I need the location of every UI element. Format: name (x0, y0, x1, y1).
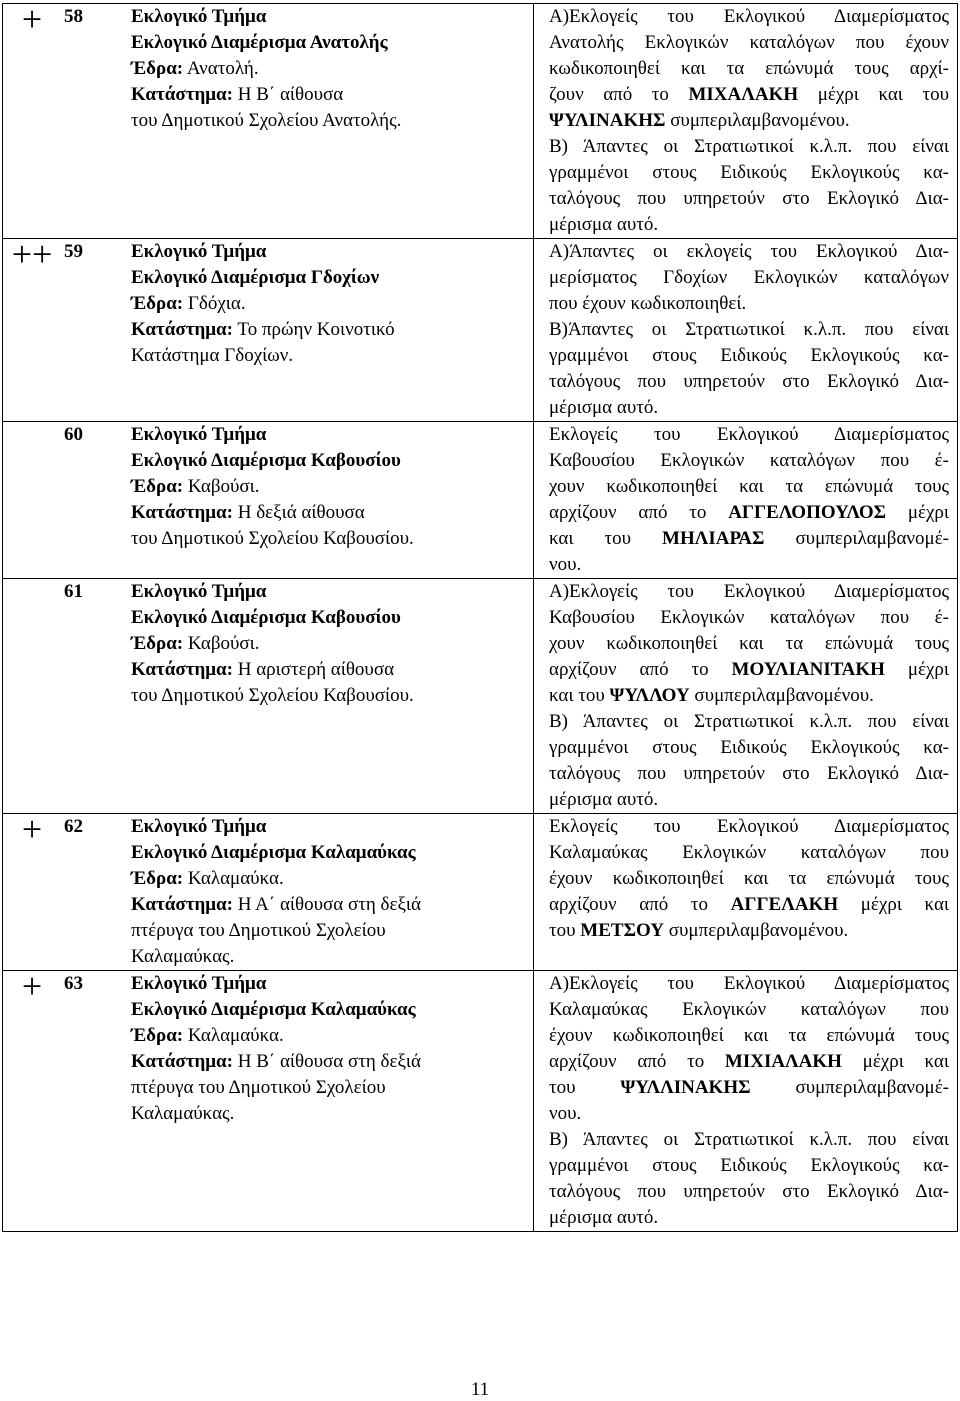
voters-text: συμπεριλαμβανομέ- (795, 1077, 950, 1098)
station-title: Εκλογικό Τμήμα (131, 6, 267, 27)
venue-line: Καλαμαύκας. (131, 1103, 235, 1124)
voters-text: μέχρι και (862, 1051, 949, 1072)
venue-label: Κατάστημα: (131, 894, 233, 915)
voters-text: αρχίζουν από το (549, 502, 707, 523)
voters-line (549, 108, 949, 134)
surname-boundary: ΜΕΤΣΟΥ (580, 920, 665, 941)
change-marker: + (21, 0, 43, 39)
voters-line: Εκλογείς του Εκλογικού Διαμερίσματος (549, 816, 949, 837)
venue-value: Η αριστερή αίθουσα (237, 659, 395, 680)
change-marker: + (21, 809, 43, 849)
seat-line (131, 474, 533, 500)
voters-line: χουν κωδικοποιηθεί και τα επώνυμά τους (549, 476, 949, 497)
voters-text: αρχίζουν από το (549, 659, 709, 680)
table-row (3, 966, 957, 1231)
voters-line: ταλόγους που υπηρετούν στο Εκλογικό Δια- (549, 763, 949, 784)
voters-line: ταλόγους που υπηρετούν στο Εκλογικό Δια- (549, 1181, 949, 1202)
venue-value: Η Β΄ αίθουσα (237, 84, 344, 105)
seat-value: Ανατολή. (186, 58, 259, 79)
venue-label: Κατάστημα: (131, 502, 233, 523)
district-name: Εκλογικό Διαμέρισμα Ανατολής (131, 32, 388, 53)
venue-line: του Δημοτικού Σχολείου Καβουσίου. (131, 528, 414, 549)
voters-line: Α)Εκλογείς του Εκλογικού Διαμερίσματος (549, 6, 949, 27)
voters-text: μέχρι (907, 502, 950, 523)
voters-line (549, 1075, 949, 1101)
voters-line: γραμμένοι στους Ειδικούς Εκλογικούς κα- (549, 1155, 949, 1176)
venue-value: Η δεξιά αίθουσα (237, 502, 365, 523)
station-number: 63 (64, 973, 83, 994)
station-number: 59 (64, 241, 83, 262)
voters-line: γραμμένοι στους Ειδικούς Εκλογικούς κα- (549, 162, 949, 183)
venue-line (131, 82, 533, 108)
seat-value: Καλαμαύκα. (187, 868, 284, 889)
seat-line (131, 56, 533, 82)
voters-line: ταλόγους που υπηρετούν στο Εκλογικό Δια- (549, 371, 949, 392)
voters-line (549, 657, 949, 683)
voters-line: νου. (549, 554, 582, 575)
polling-station-cell (3, 809, 534, 970)
seat-label: Έδρα: (131, 476, 184, 497)
voters-line (549, 526, 949, 552)
voters-line: έχουν κωδικοποιηθεί και τα επώνυμά τους (549, 868, 949, 889)
voters-text: συμπεριλαμβανομέ- (795, 528, 949, 549)
polling-station-cell (3, 0, 534, 238)
voters-line: Καβουσίου Εκλογικών καταλόγων που έ- (549, 607, 949, 628)
voters-text: μέχρι και του (817, 84, 949, 105)
seat-line (131, 291, 533, 317)
voters-line: μέρισμα αυτό. (549, 1207, 659, 1228)
voters-line: νου. (549, 1103, 582, 1124)
table-row (3, 578, 957, 813)
voters-text: αρχίζουν από το (549, 1051, 705, 1072)
venue-label: Κατάστημα: (131, 84, 233, 105)
polling-station-cell (3, 234, 534, 421)
voters-line: γραμμένοι στους Ειδικούς Εκλογικούς κα- (549, 345, 949, 366)
table-row (3, 0, 957, 238)
voters-line: κωδικοποιηθεί και τα επώνυμά τους αρχί- (549, 58, 949, 79)
voters-cell (534, 4, 957, 238)
venue-value: Η Β΄ αίθουσα στη δεξιά (237, 1051, 421, 1072)
surname-boundary: ΨΥΛΙΝΑΚΗΣ (549, 110, 666, 131)
district-name: Εκλογικό Διαμέρισμα Καλαμαύκας (131, 842, 416, 863)
surname-boundary: ΑΓΓΕΛΟΠΟΥΛΟΣ (728, 502, 887, 523)
voters-line: έχουν κωδικοποιηθεί και τα επώνυμά τους (549, 1025, 949, 1046)
voters-line: Καλαμαύκας Εκλογικών καταλόγων που (549, 999, 949, 1020)
seat-label: Έδρα: (131, 293, 184, 314)
station-number: 60 (64, 424, 83, 445)
venue-line: του Δημοτικού Σχολείου Καβουσίου. (131, 685, 414, 706)
station-number: 58 (64, 6, 83, 27)
voters-line: Ανατολής Εκλογικών καταλόγων που έχουν (549, 32, 949, 53)
voters-text: συμπεριλαμβανομένου. (670, 110, 850, 131)
voters-text: μέχρι και (860, 894, 950, 915)
venue-line (131, 1049, 533, 1075)
seat-value: Γδόχια. (187, 293, 246, 314)
venue-label: Κατάστημα: (131, 659, 233, 680)
voters-line: Καβουσίου Εκλογικών καταλόγων που έ- (549, 450, 949, 471)
voters-line: γραμμένοι στους Ειδικούς Εκλογικούς κα- (549, 737, 949, 758)
voters-line (549, 892, 949, 918)
voters-text: ζουν από το (549, 84, 669, 105)
voters-line: μέρισμα αυτό. (549, 789, 659, 810)
seat-line (131, 1023, 533, 1049)
voters-line (549, 1049, 949, 1075)
voters-line: Καλαμαύκας Εκλογικών καταλόγων που (549, 842, 949, 863)
venue-line: Κατάστημα Γδοχίων. (131, 345, 294, 366)
venue-label: Κατάστημα: (131, 319, 233, 340)
voters-line: Α)Εκλογείς του Εκλογικού Διαμερίσματος (549, 581, 949, 602)
station-title: Εκλογικό Τμήμα (131, 424, 267, 445)
voters-text: συμπεριλαμβανομένου. (668, 920, 849, 941)
voters-text: μέχρι (907, 659, 950, 680)
station-title: Εκλογικό Τμήμα (131, 816, 267, 837)
venue-line (131, 500, 533, 526)
venue-value: Το πρώην Κοινοτικό (237, 319, 395, 340)
voters-line (549, 500, 949, 526)
voters-line (549, 683, 949, 709)
voters-text: αρχίζουν από το (549, 894, 709, 915)
district-name: Εκλογικό Διαμέρισμα Καλαμαύκας (131, 999, 416, 1020)
table-row (3, 234, 957, 421)
seat-value: Καλαμαύκα. (187, 1025, 284, 1046)
voters-text: του (549, 920, 576, 941)
station-title: Εκλογικό Τμήμα (131, 581, 267, 602)
voters-cell (534, 422, 957, 578)
table-row (3, 809, 957, 970)
seat-label: Έδρα: (131, 1025, 184, 1046)
voters-line: μερίσματος Γδοχίων Εκλογικών καταλόγων (549, 267, 949, 288)
venue-value: Η Α΄ αίθουσα στη δεξιά (237, 894, 421, 915)
voters-cell (534, 814, 957, 970)
surname-boundary: ΜΗΛΙΑΡΑΣ (662, 528, 765, 549)
voters-cell (534, 971, 957, 1231)
voters-line (549, 82, 949, 108)
polling-station-cell (3, 966, 534, 1231)
seat-label: Έδρα: (131, 868, 184, 889)
voters-cell (534, 239, 957, 421)
venue-line: του Δημοτικού Σχολείου Ανατολής. (131, 110, 402, 131)
voters-text: συμπεριλαμβανομένου. (694, 685, 874, 706)
district-name: Εκλογικό Διαμέρισμα Καβουσίου (131, 607, 401, 628)
station-title: Εκλογικό Τμήμα (131, 973, 267, 994)
venue-line (131, 317, 533, 343)
seat-label: Έδρα: (131, 58, 184, 79)
page-number: 11 (470, 1379, 490, 1400)
seat-label: Έδρα: (131, 633, 184, 654)
voters-line: ταλόγους που υπηρετούν στο Εκλογικό Δια- (549, 188, 949, 209)
seat-value: Καβούσι. (187, 633, 260, 654)
surname-boundary: ΨΥΛΛΟΥ (609, 685, 690, 706)
voters-cell (534, 579, 957, 813)
voters-line: μέρισμα αυτό. (549, 397, 659, 418)
table-row (3, 421, 957, 578)
surname-boundary: ΜΙΧΑΛΑΚΗ (688, 84, 799, 105)
venue-line (131, 657, 533, 683)
change-marker: ++ (11, 234, 53, 274)
voters-line: μέρισμα αυτό. (549, 214, 659, 235)
voters-line: Β) Άπαντες οι Στρατιωτικοί κ.λ.π. που είναι (549, 1129, 949, 1150)
voters-line: Εκλογείς του Εκλογικού Διαμερίσματος (549, 424, 949, 445)
voters-line: Α)Εκλογείς του Εκλογικού Διαμερίσματος (549, 973, 949, 994)
voters-text: και του (549, 528, 632, 549)
station-number: 61 (64, 581, 83, 602)
voters-line: που έχουν κωδικοποιηθεί. (549, 293, 747, 314)
seat-value: Καβούσι. (187, 476, 260, 497)
venue-line: πτέρυγα του Δημοτικού Σχολείου (131, 920, 386, 941)
voters-line (549, 918, 949, 944)
change-marker: + (21, 966, 43, 1006)
surname-boundary: ΜΟΥΛΙΑΝΙΤΑΚΗ (731, 659, 885, 680)
station-number: 62 (64, 816, 83, 837)
venue-label: Κατάστημα: (131, 1051, 233, 1072)
voters-line: Β) Άπαντες οι Στρατιωτικοί κ.λ.π. που είναι (549, 136, 949, 157)
voters-line: χουν κωδικοποιηθεί και τα επώνυμά τους (549, 633, 949, 654)
venue-line: Καλαμαύκας. (131, 946, 235, 967)
voters-text: και του (549, 685, 605, 706)
district-name: Εκλογικό Διαμέρισμα Γδοχίων (131, 267, 380, 288)
polling-stations-table (2, 0, 958, 1232)
seat-line (131, 866, 533, 892)
voters-line: Β)Άπαντες οι Στρατιωτικοί κ.λ.π. που είναι (549, 319, 949, 340)
surname-boundary: ΑΓΓΕΛΑΚΗ (730, 894, 839, 915)
surname-boundary: ΨΥΛΛΙΝΑΚΗΣ (620, 1077, 751, 1098)
venue-line (131, 892, 533, 918)
venue-line: πτέρυγα του Δημοτικού Σχολείου (131, 1077, 386, 1098)
voters-line: Α)Άπαντες οι εκλογείς του Εκλογικού Δια- (549, 241, 949, 262)
polling-station-cell (3, 579, 534, 813)
district-name: Εκλογικό Διαμέρισμα Καβουσίου (131, 450, 401, 471)
surname-boundary: ΜΙΧΙΑΛΑΚΗ (724, 1051, 842, 1072)
station-title: Εκλογικό Τμήμα (131, 241, 267, 262)
polling-station-cell (3, 422, 534, 578)
voters-line: Β) Άπαντες οι Στρατιωτικοί κ.λ.π. που είναι (549, 711, 949, 732)
voters-text: του (549, 1077, 576, 1098)
seat-line (131, 631, 533, 657)
